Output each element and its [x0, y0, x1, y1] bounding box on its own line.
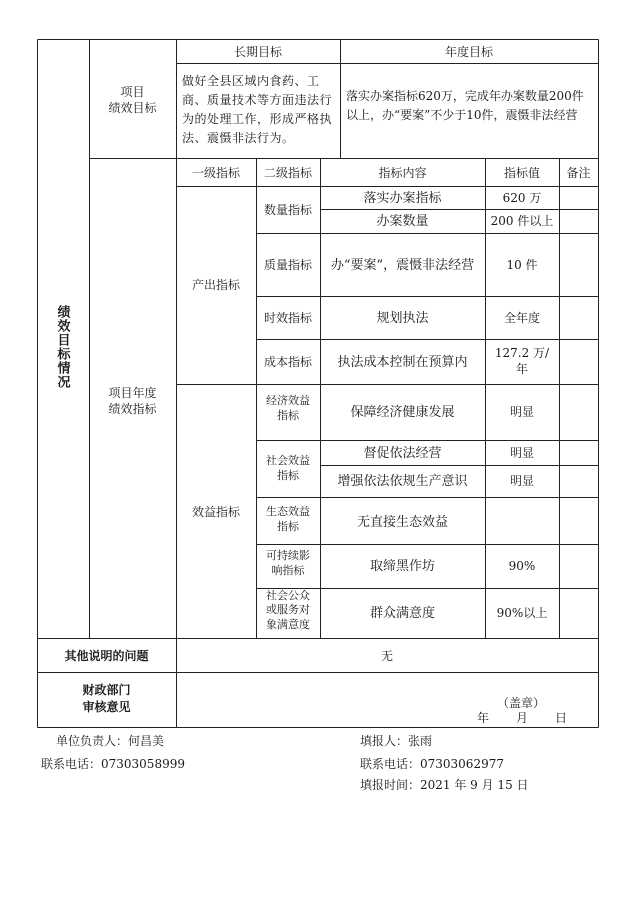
sustain-label: 可持续影 响指标	[266, 549, 310, 577]
social-content-2: 增强依法依规生产意识	[337, 474, 468, 489]
indicators-label: 项目年度 绩效指标	[108, 386, 157, 417]
long-term-goal-text: 做好全县区域内食药、工商、质量技术等方面违法行为的处理工作，形成严格执法、震慑非法行为。	[182, 74, 333, 145]
social-label: 社会效益 指标	[266, 454, 310, 482]
satisfaction-content: 群众满意度	[369, 606, 435, 621]
social-value-1: 明显	[509, 446, 534, 460]
eco-content: 无直接生态效益	[356, 515, 448, 530]
satisfaction-label: 社会公众 或服务对 象满意度	[266, 589, 310, 631]
review-date: 年 月 日	[477, 711, 569, 725]
time-content: 规划执法	[376, 311, 429, 326]
filler: 填报人：张雨	[360, 734, 433, 748]
sustain-value: 90%	[508, 559, 536, 573]
social-value-2: 明显	[509, 474, 534, 488]
other-issues-value: 无	[380, 649, 393, 663]
phone-left: 联系电话：07303058999	[41, 757, 185, 771]
social-content-1: 督促依法经营	[363, 446, 442, 461]
output-label: 产出指标	[191, 278, 240, 292]
cost-content: 执法成本控制在预算内	[337, 355, 468, 370]
section-label: 绩效目标情况	[54, 305, 70, 389]
benefit-label: 效益指标	[191, 505, 240, 519]
col-level1: 一级指标	[191, 166, 240, 180]
economic-content: 保障经济健康发展	[350, 405, 455, 420]
col-value: 指标值	[503, 166, 540, 180]
annual-header: 年度目标	[444, 45, 493, 59]
satisfaction-value: 90%以上	[496, 606, 548, 620]
cost-label: 成本指标	[263, 355, 312, 369]
quantity-content-2: 办案数量	[376, 214, 429, 229]
col-content: 指标内容	[378, 166, 427, 180]
finance-label: 财政部门 审核意见	[82, 683, 131, 715]
quality-value: 10 件	[506, 258, 538, 272]
other-issues-label: 其他说明的问题	[64, 649, 149, 663]
quantity-value-1: 620 万	[502, 191, 542, 205]
time-value: 全年度	[503, 311, 540, 325]
economic-value: 明显	[509, 405, 534, 419]
seal-text: （盖章）	[497, 696, 546, 710]
quantity-content-1: 落实办案指标	[363, 191, 442, 206]
col-remark: 备注	[566, 166, 591, 180]
quality-content: 办“要案”，震慑非法经营	[330, 258, 475, 273]
time-label: 时效指标	[263, 311, 312, 325]
fill-time: 填报时间：2021 年 9 月 15 日	[360, 778, 529, 792]
economic-label: 经济效益 指标	[266, 394, 310, 422]
quantity-value-2: 200 件以上	[490, 214, 554, 228]
quantity-label: 数量指标	[263, 203, 312, 217]
sustain-content: 取缔黑作坊	[369, 559, 435, 574]
long-term-header: 长期目标	[233, 45, 282, 59]
project-goal-label: 项目 绩效目标	[108, 85, 157, 116]
phone-right: 联系电话：07303062977	[360, 757, 504, 771]
col-level2: 二级指标	[263, 166, 312, 180]
eco-label: 生态效益 指标	[266, 505, 310, 533]
annual-goal-text: 落实办案指标620万，完成年办案数量200件以上，办“要案”不少于10件，震慑非法经营	[346, 89, 584, 122]
unit-head: 单位负责人：何昌美	[56, 734, 165, 748]
quality-label: 质量指标	[263, 258, 312, 272]
cost-value: 127.2 万/ 年	[494, 346, 550, 377]
